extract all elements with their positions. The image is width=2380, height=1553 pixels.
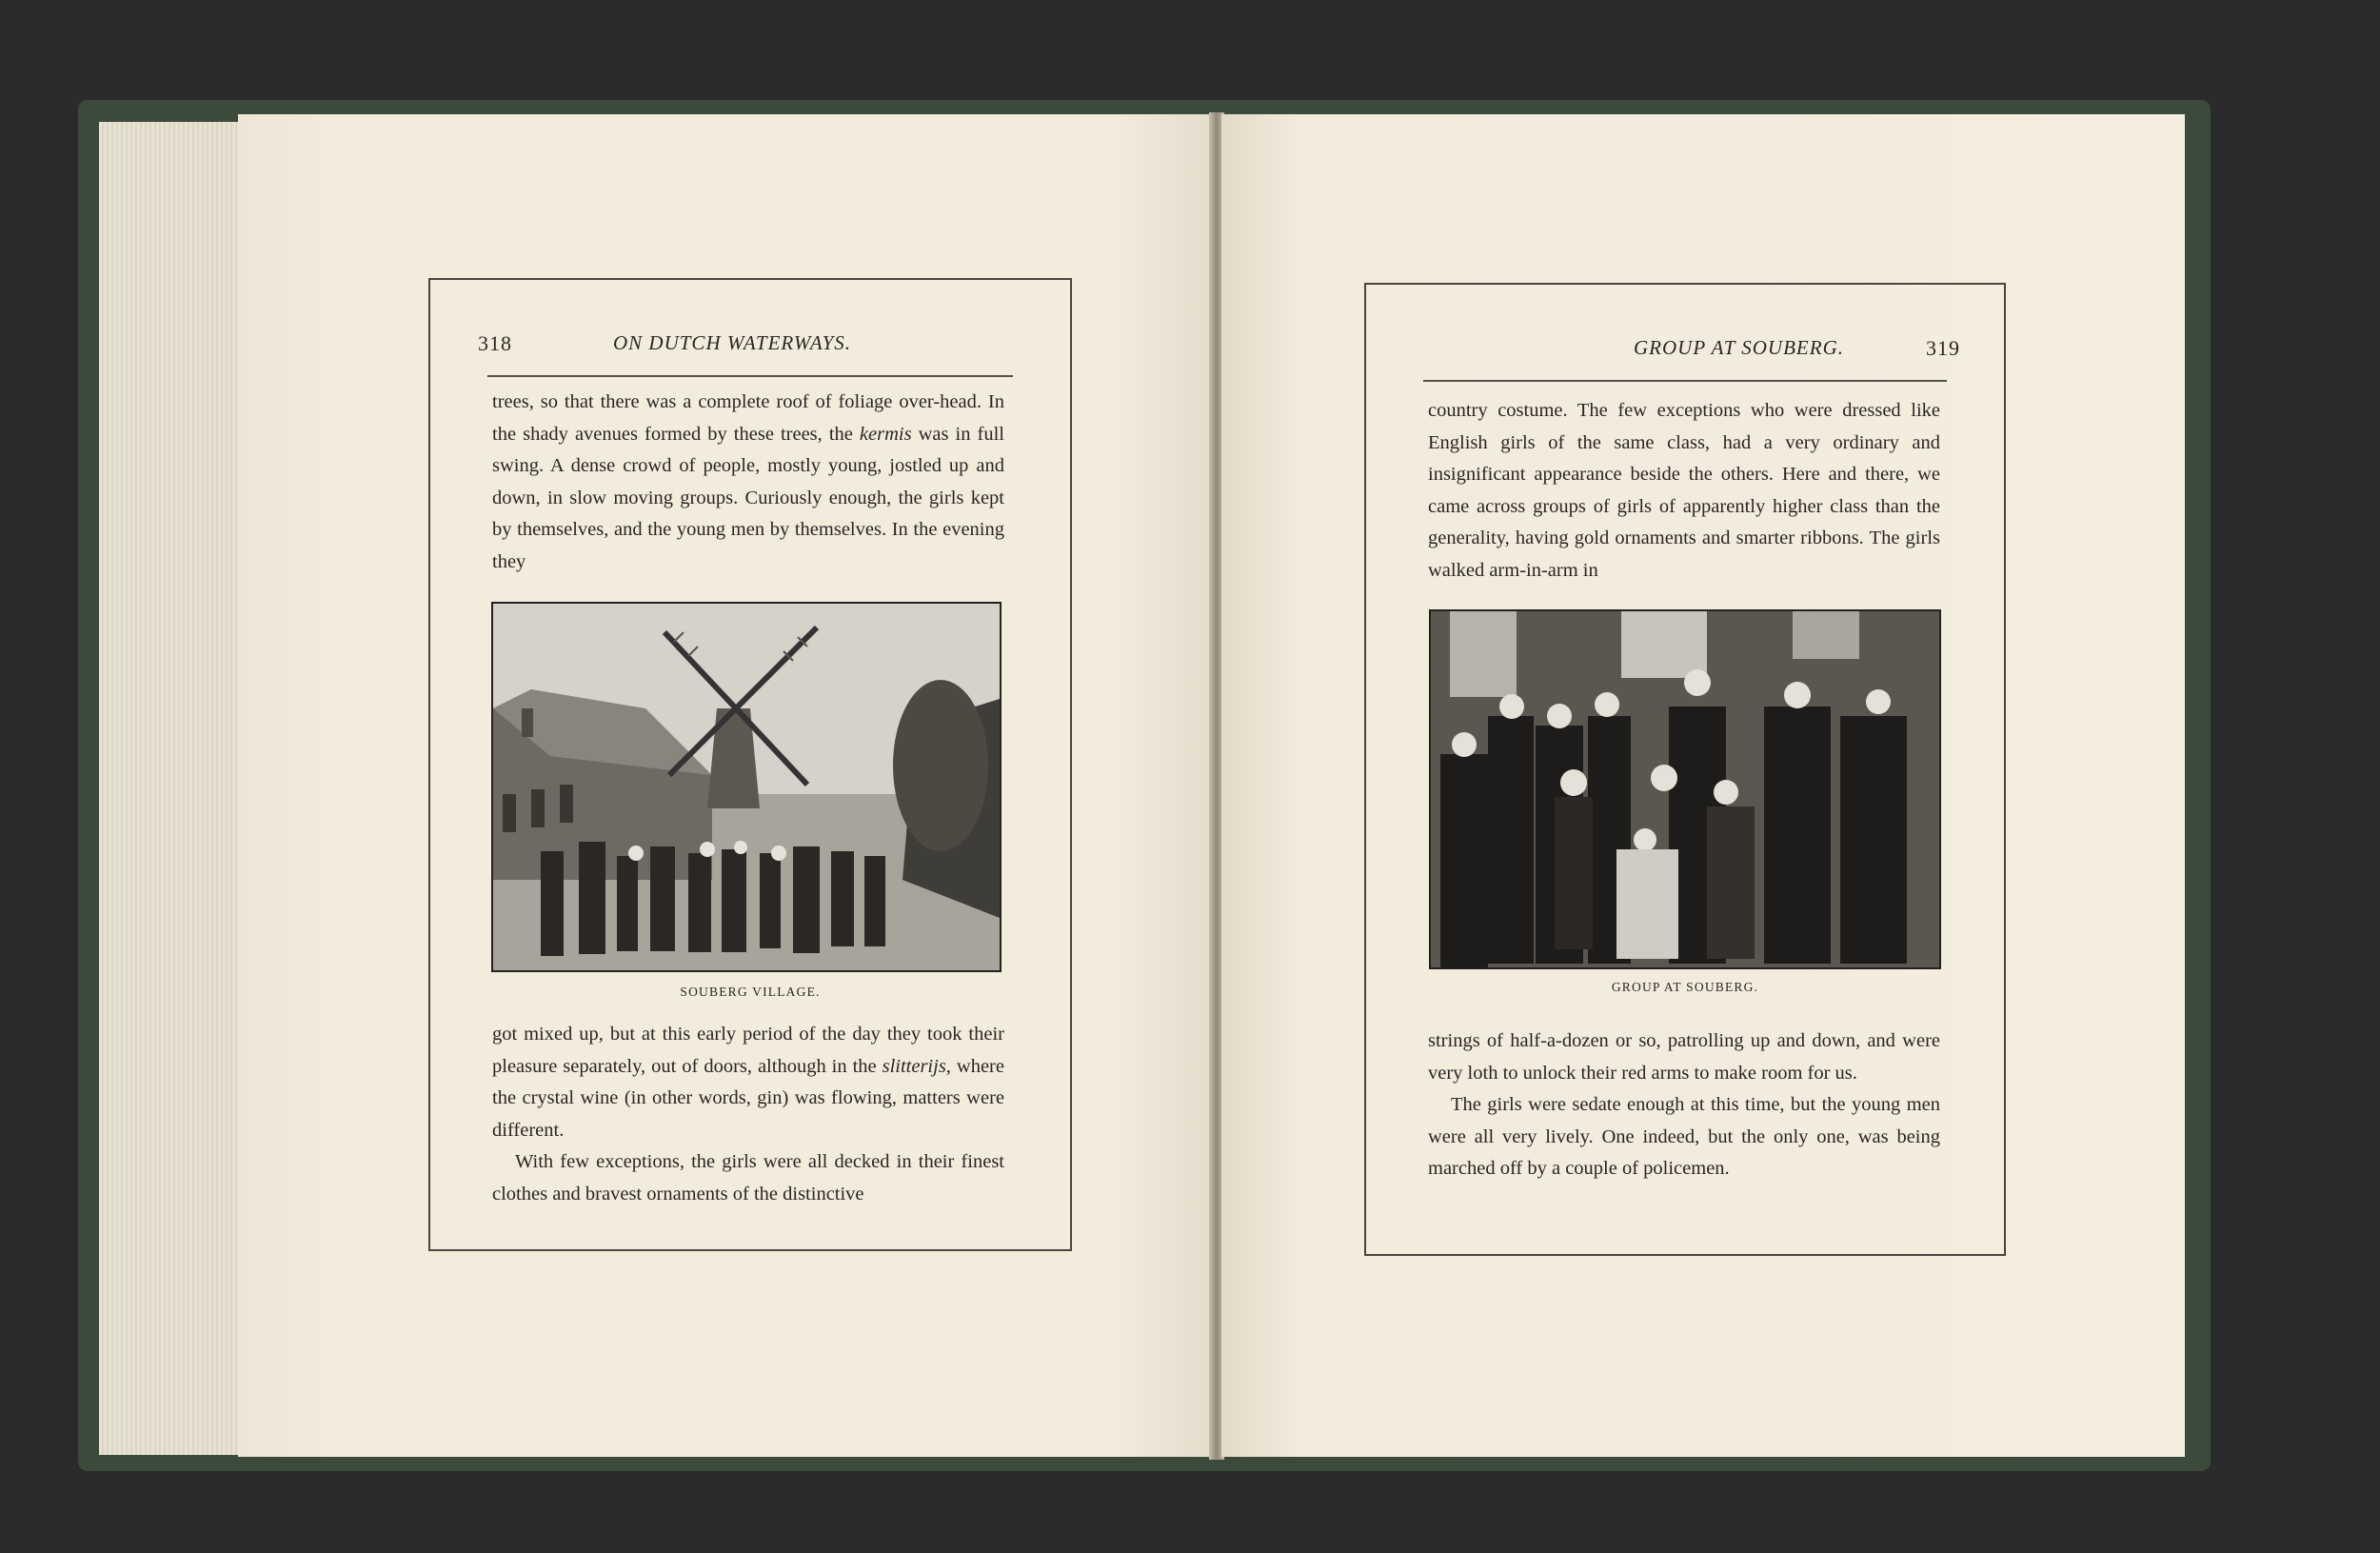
left-text-bottom [492,1019,1004,1210]
right-paragraph-1: country costume. The few exceptions who were dressed like English girls of the same class, had a very ordinary and insignificant appearance beside the others. Here and there, we came across groups of girls of apparently higher class than the generality, having gold ornaments and smarter ribbons. The girls walked arm-in-arm in [1428,400,1940,581]
left-running-title: ON DUTCH WATERWAYS. [613,331,852,354]
right-text-bottom [1428,1025,1940,1185]
left-paragraph-3: With few exceptions, the girls were all decked in their finest clothes and bravest ornaments of the distinctive [492,1151,1004,1205]
group-photo [1429,609,1941,969]
right-paragraph-2: strings of half-a-dozen or so, patrolling up and down, and were very loth to unlock their red arms to make room for us. [1428,1030,1940,1084]
left-page-number: 318 [478,331,512,355]
right-page-frame [1364,283,2006,1256]
right-page [1221,114,2185,1457]
left-p2-italic: slitterijs, [882,1055,951,1077]
left-running-head [478,331,1013,369]
left-paragraph-1 [492,387,1004,578]
right-running-head [1423,336,1960,374]
left-p1-italic: kermis [859,423,912,445]
page-edges [99,122,242,1455]
right-photo-caption: GROUP AT SOUBERG. [1611,980,1759,994]
right-page-number: 319 [1926,336,1960,360]
windmill-photo [491,602,1002,972]
right-paragraph-3: The girls were sedate enough at this time, but the young men were all very lively. One indeed, but the only one, was being marched off by a couple of policemen. [1428,1094,1940,1179]
left-page-frame [428,278,1072,1251]
left-paragraph-2 [492,1019,1004,1146]
right-text-top [1428,395,1940,587]
right-running-title: GROUP AT SOUBERG. [1634,336,1844,359]
left-page [238,114,1214,1457]
left-p2-part-a: got mixed up, but at this early period of the day they took their pleasure separately, out of doors, although in the [492,1024,1004,1077]
left-p2-part-b: where the crystal wine (in other words, gin) was flowing, matters were different. [492,1055,1004,1141]
left-head-rule [487,375,1013,377]
left-p1-part-b: was in full swing. A dense crowd of people, mostly young, jostled up and down, in slow moving groups. Curiously enough, the girls kept by themselves, and the young men by themselves. In the evening they [492,423,1004,572]
left-p1-part-a: trees, so that there was a complete roof of foliage over-head. In the shady avenues formed by these trees, the [492,391,1004,445]
left-text-top [492,387,1004,578]
left-photo-caption: SOUBERG VILLAGE. [680,985,821,999]
right-head-rule [1423,380,1947,382]
